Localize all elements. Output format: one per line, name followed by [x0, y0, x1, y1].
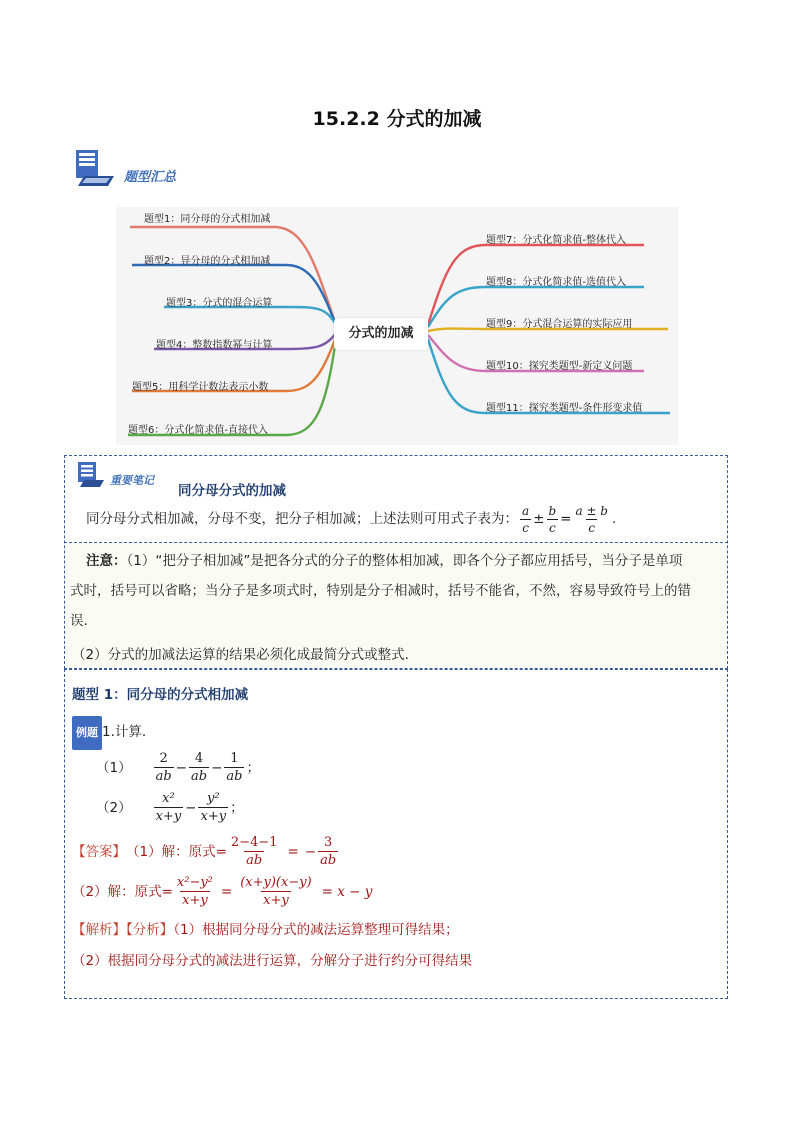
answer-tag: 【答案】 — [72, 843, 126, 860]
q1-line: （1） $\frac{2}{ab}$ − $\frac{4}{ab}$ − $\frac{1}{ab}$ ； — [96, 751, 260, 784]
book-stack-icon — [74, 148, 118, 188]
mindmap-topic-6: 题型6：分式化简求值-直接代入 — [128, 425, 268, 436]
q2-line: （2） $\frac{\text{x²}}{x+y}$ − $\frac{\text{y²}}{x+y}$ ； — [96, 791, 244, 824]
mindmap-topic-11: 题型11：探究类题型-条件形变求值 — [486, 403, 643, 414]
q1-frac-1: $\frac{2}{ab}$ — [155, 751, 172, 784]
mindmap-topic-10: 题型10：探究类题型-新定义问题 — [486, 361, 633, 372]
mindmap-branch-l1 — [130, 227, 336, 325]
mindmap-topic-9: 题型9：分式混合运算的实际应用 — [486, 319, 633, 330]
rule-end: . — [612, 511, 617, 527]
analysis-tag: 【解析】【分析】 — [72, 922, 174, 938]
rule-eq: = — [560, 511, 572, 527]
answer2-frac-2: $\frac{(x+y)(x-y)}{x+y}$ — [240, 875, 312, 908]
mindmap-topic-3: 题型3：分式的混合运算 — [166, 298, 273, 309]
notebook-icon — [76, 460, 106, 488]
answer2-frac-1: $\frac{\text{x²−y²}}{x+y}$ — [176, 875, 213, 908]
q1-frac-2: $\frac{4}{ab}$ — [190, 751, 208, 784]
answer1-line: 【答案】 （1）解：原式= $\frac{2-4-1}{ab}$ = − $\frac{3}{ab}$ — [72, 835, 337, 868]
mindmap-topic-7: 题型7：分式化简求值-整体代入 — [486, 235, 626, 246]
analysis-line-2: （2）根据同分母分式的减法进行运算，分解分子进行约分可得结果 — [72, 953, 473, 969]
mindmap-center: 分式的加减 — [334, 318, 428, 350]
q2-minus: − — [185, 799, 197, 816]
q2-frac-1: $\frac{\text{x²}}{x+y}$ — [155, 791, 182, 824]
caution-label: 注意： — [86, 553, 127, 569]
answer2-line: （2）解：原式= $\frac{\text{x²−y²}}{x+y}$ = $\frac{(x+y)(x-y)}{x+y}$ = x − y — [72, 875, 373, 908]
q1-frac-3: $\frac{1}{ab}$ — [226, 751, 243, 784]
notes-badge-label: 重要笔记 — [110, 474, 154, 487]
mindmap-topic-4: 题型4：整数指数幂与计算 — [156, 340, 273, 351]
topic1-heading: 题型 1：同分母的分式相加减 — [72, 687, 249, 703]
example-line: 例题 1.计算. — [72, 716, 146, 750]
answer1-result-frac: $\frac{3}{ab}$ — [320, 835, 337, 868]
rule-frac-a: $\frac{a}{c}$ — [522, 503, 530, 535]
rule-frac-result: $\frac{a \pm b}{c}$ — [575, 503, 608, 535]
mindmap-topic-2: 题型2：异分母的分式相加减 — [144, 256, 271, 267]
notes-divider — [64, 542, 728, 543]
caution-line-4: （2）分式的加减法运算的结果必须化成最简分式或整式. — [72, 647, 409, 663]
notes-badge — [76, 460, 176, 490]
caution-line-3: 误. — [70, 613, 88, 629]
analysis-line-1: 【解析】【分析】（1）根据同分母分式的减法运算整理可得结果； — [72, 922, 459, 938]
rule-pm: ± — [533, 511, 545, 527]
section-badge — [74, 148, 194, 188]
rule-line — [86, 504, 616, 534]
mindmap-branch-l3 — [164, 307, 336, 325]
notes-heading: 同分母分式的加减 — [178, 483, 286, 499]
rule-text: 同分母分式相加减，分母不变，把分子相加减；上述法则可用式子表为： — [86, 511, 518, 527]
q1-minus-1: − — [175, 759, 187, 776]
mindmap-topic-5: 题型5：用科学计数法表示小数 — [132, 382, 269, 393]
answer1-frac: $\frac{2-4-1}{ab}$ — [230, 835, 278, 868]
rule-frac-b: $\frac{b}{c}$ — [548, 503, 557, 535]
answer2-eq: = — [220, 883, 233, 900]
mindmap-topic-8: 题型8：分式化简求值-选值代入 — [486, 277, 626, 288]
caution-line-1: 注意：（1）“把分子相加减”是把各分式的分子的整体相加减，即各个分子都应用括号，当分子是单项 — [86, 553, 683, 569]
section-badge-label: 题型汇总 — [124, 170, 177, 185]
example-tag: 例题 — [72, 716, 102, 750]
page-title: 15.2.2 分式的加减 — [312, 108, 482, 130]
caution-line-2: 式时，括号可以省略；当分子是多项式时，特别是分子相减时，括号不能省，不然，容易导致符号上的错 — [70, 583, 691, 599]
mindmap-topic-1: 题型1：同分母的分式相加减 — [144, 214, 271, 225]
q2-frac-2: $\frac{\text{y²}}{x+y}$ — [200, 791, 227, 824]
q1-minus-2: − — [211, 759, 223, 776]
